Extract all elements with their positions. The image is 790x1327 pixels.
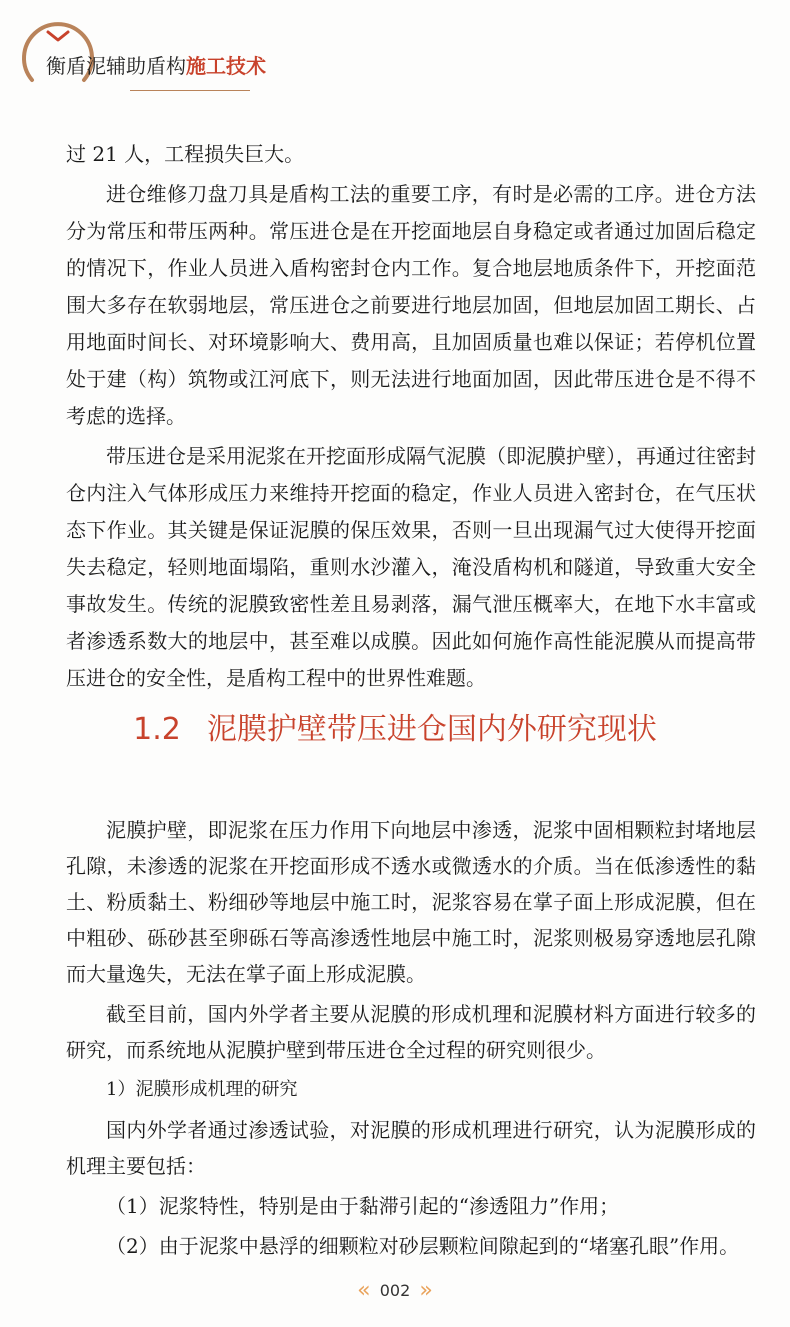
subheading: 1）泥膜形成机理的研究 (106, 1079, 298, 1100)
list-item: （2）由于泥浆中悬浮的细颗粒对砂层颗粒间隙起到的“堵塞孔眼”作用。 (106, 1234, 740, 1258)
page-footer (0, 1278, 790, 1308)
page-number: 002 (379, 1281, 411, 1300)
section-body-1 (66, 136, 756, 697)
list-item: （1）泥浆特性，特别是由于黏滞引起的“渗透阻力”作用； (106, 1194, 620, 1218)
section-heading-text: 泥膜护壁带压进仓国内外研究现状 (206, 712, 657, 747)
running-header (18, 18, 338, 98)
header-rule (130, 90, 250, 91)
section-number: 1.2 (133, 712, 181, 747)
paragraph: 国内外学者通过渗透试验，对泥膜的形成机理进行研究，认为泥膜形成的机理主要包括： (66, 1118, 756, 1178)
book-title-accent: 施工技术 (186, 54, 266, 78)
paragraph: 进仓维修刀盘刀具是盾构工法的重要工序，有时是必需的工序。进仓方法分为常压和带压两种。常压进仓是在开挖面地层自身稳定或者通过加固后稳定的情况下，作业人员进入盾构密封仓内工作。复合地层地质条件下，开挖面范围大多存在软弱地层，常压进仓之前要进行地层加固，但地层加固工期长、占用地面时间长、对环境影响大、费用高，且加固质量也难以保证；若停机位置处于建（构）筑物或江河底下，则无法进行地面加固，因此带压进仓是不得不考虑的选择。 (66, 182, 756, 428)
paragraph: 带压进仓是采用泥浆在开挖面形成隔气泥膜（即泥膜护壁），再通过往密封仓内注入气体形成压力来维持开挖面的稳定，作业人员进入密封仓，在气压状态下作业。其关键是保证泥膜的保压效果，否则一旦出现漏气过大使得开挖面失去稳定，轻则地面塌陷，重则水沙灌入，淹没盾构机和隧道，导致重大安全事故发生。传统的泥膜致密性差且易剥落，漏气泄压概率大，在地下水丰富或者渗透系数大的地层中，甚至难以成膜。因此如何施作高性能泥膜从而提高带压进仓的安全性，是盾构工程中的世界性难题。 (66, 444, 756, 690)
paragraph: 截至目前，国内外学者主要从泥膜的形成机理和泥膜材料方面进行较多的研究，而系统地从泥膜护壁到带压进仓全过程的研究则很少。 (66, 1002, 756, 1062)
book-title (46, 50, 266, 79)
chevron-left-icon: « (357, 1278, 371, 1303)
section-body-2 (66, 812, 756, 1264)
section-heading (0, 704, 790, 748)
paragraph: 泥膜护壁，即泥浆在压力作用下向地层中渗透，泥浆中固相颗粒封堵地层孔隙，未渗透的泥浆在开挖面形成不透水或微透水的介质。当在低渗透性的黏土、粉质黏土、粉细砂等地层中施工时，泥浆容易在掌子面上形成泥膜，但在中粗砂、砾砂甚至卵砾石等高渗透性地层中施工时，泥浆则极易穿透地层孔隙而大量逸失，无法在掌子面上形成泥膜。 (66, 818, 756, 986)
book-title-plain: 衡盾泥辅助盾构 (46, 54, 186, 78)
chevron-right-icon: » (419, 1278, 433, 1303)
paragraph: 过 21 人，工程损失巨大。 (66, 142, 305, 166)
